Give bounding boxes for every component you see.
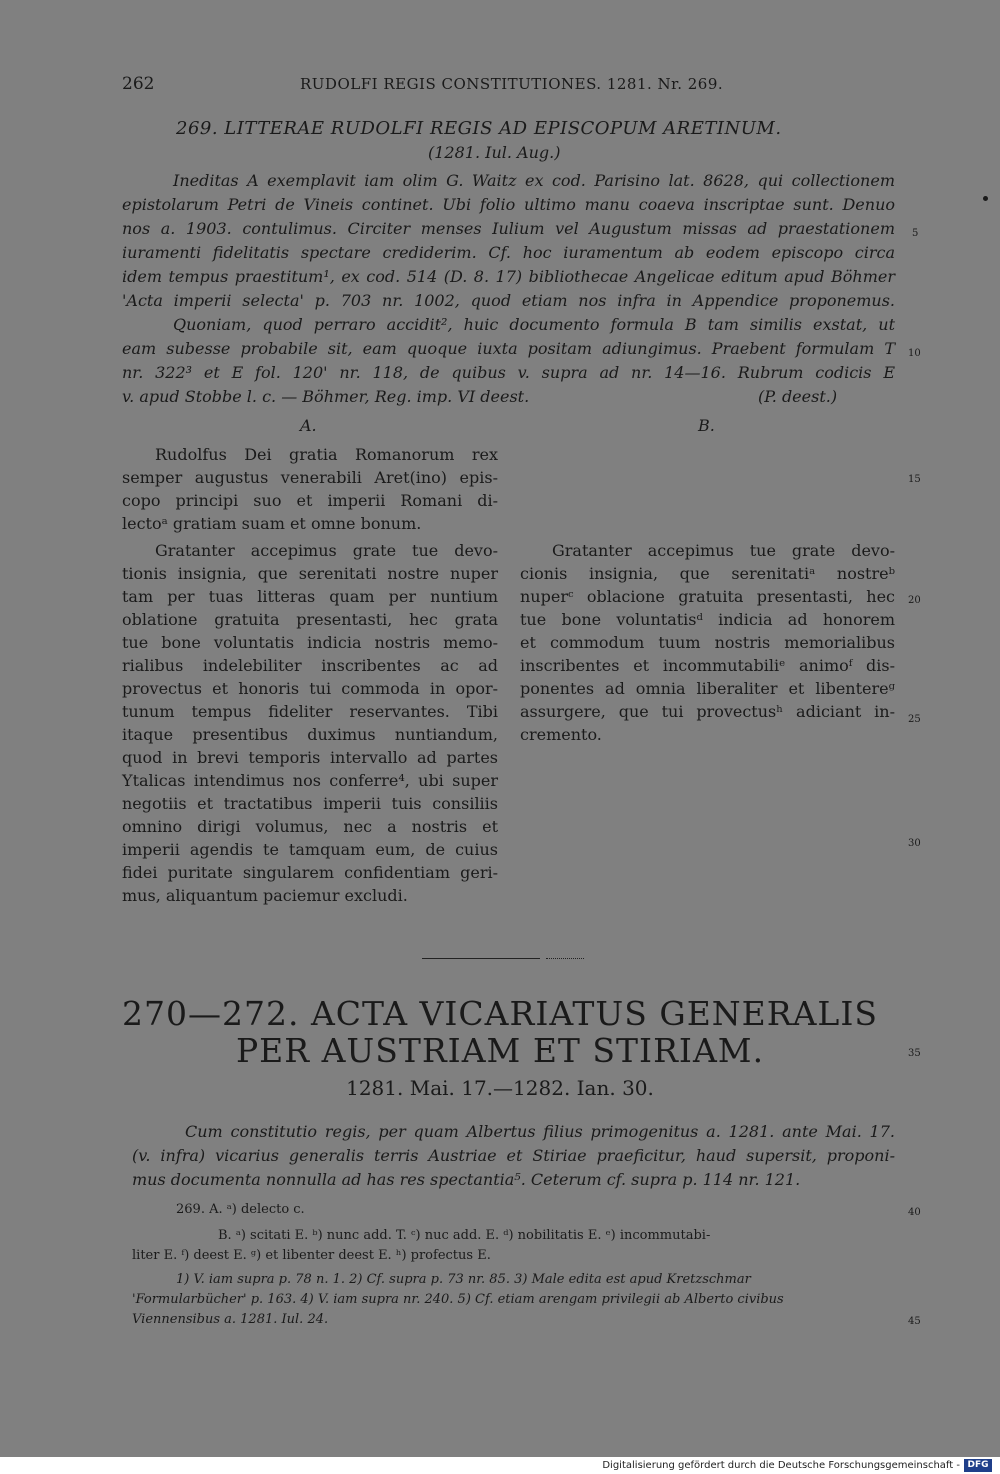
col-a-line: itaque presentibus duximus nuntiandum,	[122, 725, 498, 744]
line-number: 45	[908, 1316, 921, 1327]
intro-line: Ineditas A exemplavit iam olim G. Waitz ex cod. Parisino lat. 8628, qui collectionem	[173, 171, 895, 190]
column-a-label: A.	[300, 416, 317, 435]
apparatus-line: liter E. ᶠ) deest E. ᵍ) et libenter deest E. ʰ) profectus E.	[132, 1248, 491, 1263]
scan-speck	[983, 196, 988, 201]
col-b-line: cionis insignia, que serenitatiᵃ nostreᵇ	[520, 564, 895, 583]
line-number: 15	[908, 474, 921, 485]
page-number: 262	[122, 74, 155, 94]
col-a-line: negotiis et tractatibus imperii tuis consiliis	[122, 794, 498, 813]
line-number: 35	[908, 1048, 921, 1059]
intro-line: epistolarum Petri de Vineis continet. Ubi folio ultimo manu coaeva inscriptae sunt. Denuo	[122, 195, 895, 214]
dfg-logo: DFG	[964, 1459, 992, 1472]
col-a-line: Gratanter accepimus grate tue devo-	[155, 541, 498, 560]
col-a-line: imperii agendis te tamquam eum, de cuius	[122, 840, 498, 859]
doc-title: 269. LITTERAE RUDOLFI REGIS AD EPISCOPUM ARETINUM.	[176, 118, 782, 139]
col-a-line: mus, aliquantum paciemur excludi.	[122, 886, 408, 905]
column-b-label: B.	[698, 416, 715, 435]
funding-notice: Digitalisierung gefördert durch die Deutsche Forschungsgemeinschaft -	[602, 1460, 960, 1471]
col-a-line: copo principi suo et imperii Romani di-	[122, 491, 498, 510]
intro-line: Quoniam, quod perraro accidit², huic documento formula B tam similis exstat, ut	[173, 315, 895, 334]
col-b-line: nuperᶜ oblacione gratuita presentasti, hec	[520, 587, 895, 606]
line-number: 30	[908, 838, 921, 849]
col-a-line: tionis insignia, que serenitati nostre nuper	[122, 564, 498, 583]
col-a-line: lectoᵃ gratiam suam et omne bonum.	[122, 514, 422, 533]
section-title-line1: 270—272. ACTA VICARIATUS GENERALIS	[122, 994, 878, 1033]
line-number: 20	[908, 595, 921, 606]
col-a-line: semper augustus venerabili Aret(ino) epis-	[122, 468, 498, 487]
col-a-line: provectus et honoris tui commoda in opor-	[122, 679, 498, 698]
intro-line: eam subesse probabile sit, eam quoque iuxta positam adiungimus. Praebent formulam T	[122, 339, 895, 358]
apparatus-line: 269. A. ᵃ) delecto c.	[176, 1202, 305, 1217]
col-b-line: Gratanter accepimus tue grate devo-	[552, 541, 895, 560]
col-b-line: tue bone voluntatisᵈ indicia ad honorem	[520, 610, 895, 629]
intro-line: nos a. 1903. contulimus. Circiter menses Iulium vel Augustum missas ad praestationem	[122, 219, 895, 238]
section-dates: 1281. Mai. 17.—1282. Ian. 30.	[346, 1076, 654, 1100]
col-a-line: tunum tempus fideliter reservantes. Tibi	[122, 702, 498, 721]
col-a-line: tue bone voluntatis indicia nostris memo-	[122, 633, 498, 652]
footnote-line: 1) V. iam supra p. 78 n. 1. 2) Cf. supra p. 73 nr. 85. 3) Male edita est apud Kretzschmar	[176, 1272, 751, 1287]
running-title: RUDOLFI REGIS CONSTITUTIONES. 1281. Nr. 269.	[300, 75, 724, 93]
intro-line: nr. 322³ et E fol. 120' nr. 118, de quibus v. supra ad nr. 14—16. Rubrum codicis E	[122, 363, 895, 382]
line-number: 25	[908, 714, 921, 725]
section-intro-line: Cum constitutio regis, per quam Albertus filius primogenitus a. 1281. ante Mai. 17.	[185, 1122, 895, 1141]
section-divider-tail	[546, 958, 584, 959]
col-b-line: et commodum tuum nostris memorialibus	[520, 633, 895, 652]
section-divider	[422, 958, 540, 959]
doc-date: (1281. Iul. Aug.)	[428, 143, 561, 162]
col-b-line: assurgere, que tui provectusʰ adiciant in-	[520, 702, 895, 721]
line-number: 5	[912, 228, 919, 239]
intro-line: iuramenti fidelitatis spectare crediderim. Cf. hoc iuramentum ab eodem episcopo circa	[122, 243, 895, 262]
intro-line: v. apud Stobbe l. c. — Böhmer, Reg. imp. VI deest.	[122, 387, 530, 406]
col-a-line: rialibus indelebiliter inscribentes ac ad	[122, 656, 498, 675]
apparatus-line: B. ᵃ) scitati E. ᵇ) nunc add. T. ᶜ) nuc add. E. ᵈ) nobilitatis E. ᵉ) incommutabi-	[218, 1228, 711, 1243]
col-a-line: Ytalicas intendimus nos conferre⁴, ubi super	[122, 771, 498, 790]
footnote-line: 'Formularbücher' p. 163. 4) V. iam supra nr. 240. 5) Cf. etiam arengam privilegii ab Alberto civibus	[132, 1292, 784, 1307]
col-a-line: tam per tuas litteras quam per nuntium	[122, 587, 498, 606]
footnote-line: Viennensibus a. 1281. Iul. 24.	[132, 1312, 329, 1327]
col-a-line: Rudolfus Dei gratia Romanorum rex	[155, 445, 498, 464]
col-b-line: inscribentes et incommutabiliᵉ animoᶠ dis-	[520, 656, 895, 675]
section-title-line2: PER AUSTRIAM ET STIRIAM.	[235, 1031, 765, 1070]
intro-line: 'Acta imperii selecta' p. 703 nr. 1002, quod etiam nos infra in Appendice proponemus.	[122, 291, 895, 310]
col-a-line: oblatione gratuita presentasti, hec grata	[122, 610, 498, 629]
section-intro-line: (v. infra) vicarius generalis terris Austriae et Stiriae praeficitur, haud supersit, proponi-	[132, 1146, 895, 1165]
line-number: 10	[908, 348, 921, 359]
intro-line: idem tempus praestitum¹, ex cod. 514 (D. 8. 17) bibliothecae Angelicae editum apud Böhmer	[122, 267, 895, 286]
col-b-line: cremento.	[520, 725, 602, 744]
col-a-line: omnino dirigi volumus, nec a nostris et	[122, 817, 498, 836]
col-b-line: ponentes ad omnia liberaliter et libentereᵍ	[520, 679, 895, 698]
intro-siglum: (P. deest.)	[758, 387, 838, 406]
col-a-line: quod in brevi temporis intervallo ad partes	[122, 748, 498, 767]
col-a-line: fidei puritate singularem confidentiam geri-	[122, 863, 498, 882]
section-intro-line: mus documenta nonnulla ad has res spectantia⁵. Ceterum cf. supra p. 114 nr. 121.	[132, 1170, 801, 1189]
footer-bar	[0, 1458, 1000, 1474]
line-number: 40	[908, 1207, 921, 1218]
